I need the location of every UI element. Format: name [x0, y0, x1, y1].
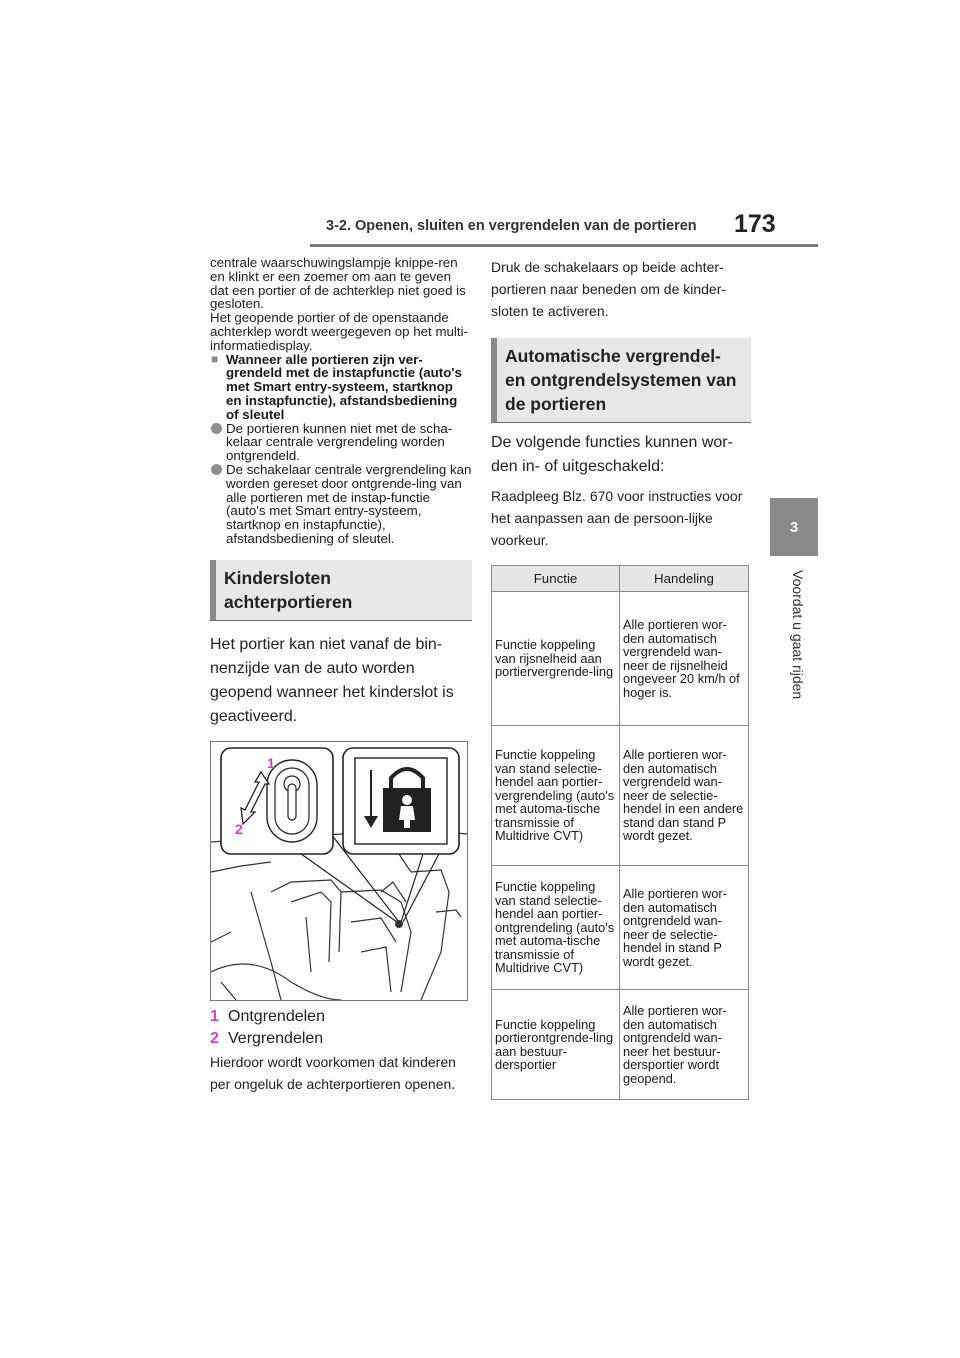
- bullet-item: [210, 463, 472, 546]
- intro-paragraph: centrale waarschuwingslampje knippe-ren en klinkt er een zoemer om aan te geven dat een portier of de achterklep niet goed is gesloten.: [210, 255, 466, 312]
- table-cell-action: Alle portieren wor-den automatisch vergrendeld wan-neer de rijsnelheid ongeveer 20 km/h of hoger is.: [620, 592, 749, 726]
- subheading-text: Wanneer alle portieren zijn ver-grendeld met de instapfunctie (auto's met Smart entry-systeem, startknop en instapfunctie), afstandsbediening of sleutel: [226, 351, 462, 422]
- chapter-title: Voordat u gaat rijden: [790, 570, 806, 700]
- child-lock-description: Het portier kan niet vanaf de bin-nenzijde van de auto worden geopend wanneer het kinderslot is geactiveerd.: [210, 635, 454, 725]
- table-cell-function: Functie koppeling van rijsnelheid aan portiervergrende-ling: [492, 592, 620, 726]
- legend-item: [210, 1005, 472, 1029]
- table-cell-action: Alle portieren wor-den automatisch ontgrendeld wan-neer het bestuur-dersportier wordt geopend.: [620, 990, 749, 1100]
- section-heading-auto-lock: Automatische vergrendel- en ontgrendelsystemen van de portieren: [491, 338, 751, 423]
- table-header-function: Functie: [492, 566, 620, 592]
- legend-label: Vergrendelen: [228, 1029, 324, 1047]
- legend-number: 2: [210, 1029, 219, 1047]
- figure-label-1: 1: [267, 754, 275, 771]
- table-cell-action: Alle portieren wor-den automatisch vergrendeld wan-neer de selectie-hendel in een andere stand dan stand P wordt gezet.: [620, 726, 749, 866]
- circle-bullet-icon: [211, 423, 222, 434]
- table-cell-function: Functie koppeling van stand selectie-hendel aan portier-ontgrendeling (auto's met automa-tische transmissie of Multidrive CVT): [492, 866, 620, 990]
- table-header-action: Handeling: [620, 566, 749, 592]
- circle-bullet-icon: [211, 464, 222, 475]
- bullet-text: De portieren kunnen niet met de scha-kelaar centrale vergrendeling worden ontgrendeld.: [226, 420, 453, 464]
- auto-lock-description: De volgende functies kunnen wor-den in- of uitgeschakeld:: [491, 434, 733, 475]
- table-cell-function: Functie koppeling portierontgrende-ling aan bestuur-dersportier: [492, 990, 620, 1100]
- child-lock-activation-text: Druk de schakelaars op beide achter-portieren naar beneden om de kinder-sloten te activeren.: [491, 259, 727, 319]
- table-header-row: [492, 566, 749, 592]
- table-row: [492, 990, 749, 1100]
- legend-label: Ontgrendelen: [228, 1007, 325, 1025]
- right-column: [491, 256, 751, 1100]
- chapter-tab: [770, 498, 818, 556]
- chapter-number: 3: [789, 518, 799, 536]
- bullet-item: [210, 422, 472, 463]
- section-title: 3-2. Openen, sluiten en vergrendelen van de portieren: [326, 218, 697, 234]
- subheading: [210, 353, 472, 422]
- bullet-text: De schakelaar centrale vergrendeling kan worden gereset door ontgrende-ling van alle portieren met de instap-functie (auto's met Smart entry-systeem, startknop en instapfunctie), afstandsbediening of sleutel.: [226, 461, 472, 546]
- table-row: [492, 592, 749, 726]
- child-lock-illustration: [210, 741, 468, 1001]
- table-cell-function: Functie koppeling van stand selectie-hendel aan portier-vergrendeling (auto's met automa-tische transmissie of Multidrive CVT): [492, 726, 620, 866]
- door-illustration-icon: [211, 742, 467, 1000]
- square-bullet-icon: ■: [211, 351, 219, 366]
- page-number: 173: [734, 210, 776, 238]
- function-table: [491, 565, 749, 1100]
- left-column: [210, 256, 472, 1095]
- figure-label-2: 2: [235, 820, 243, 837]
- table-row: [492, 866, 749, 990]
- auto-lock-reference: Raadpleeg Blz. 670 voor instructies voor het aanpassen aan de persoon-lijke voorkeur.: [491, 488, 743, 548]
- table-cell-action: Alle portieren wor-den automatisch ontgrendeld wan-neer de selectie-hendel in stand P wordt gezet.: [620, 866, 749, 990]
- legend-item: [210, 1027, 472, 1051]
- section-heading-child-locks: Kindersloten achterportieren: [210, 560, 472, 621]
- table-row: [492, 726, 749, 866]
- child-lock-note: Hierdoor wordt voorkomen dat kinderen per ongeluk de achterportieren openen.: [210, 1053, 456, 1092]
- intro-paragraph-2: Het geopende portier of de openstaande achterklep wordt weergegeven op het multi-informatiedisplay.: [210, 310, 468, 353]
- header-rule: [310, 244, 818, 247]
- legend-number: 1: [210, 1007, 219, 1025]
